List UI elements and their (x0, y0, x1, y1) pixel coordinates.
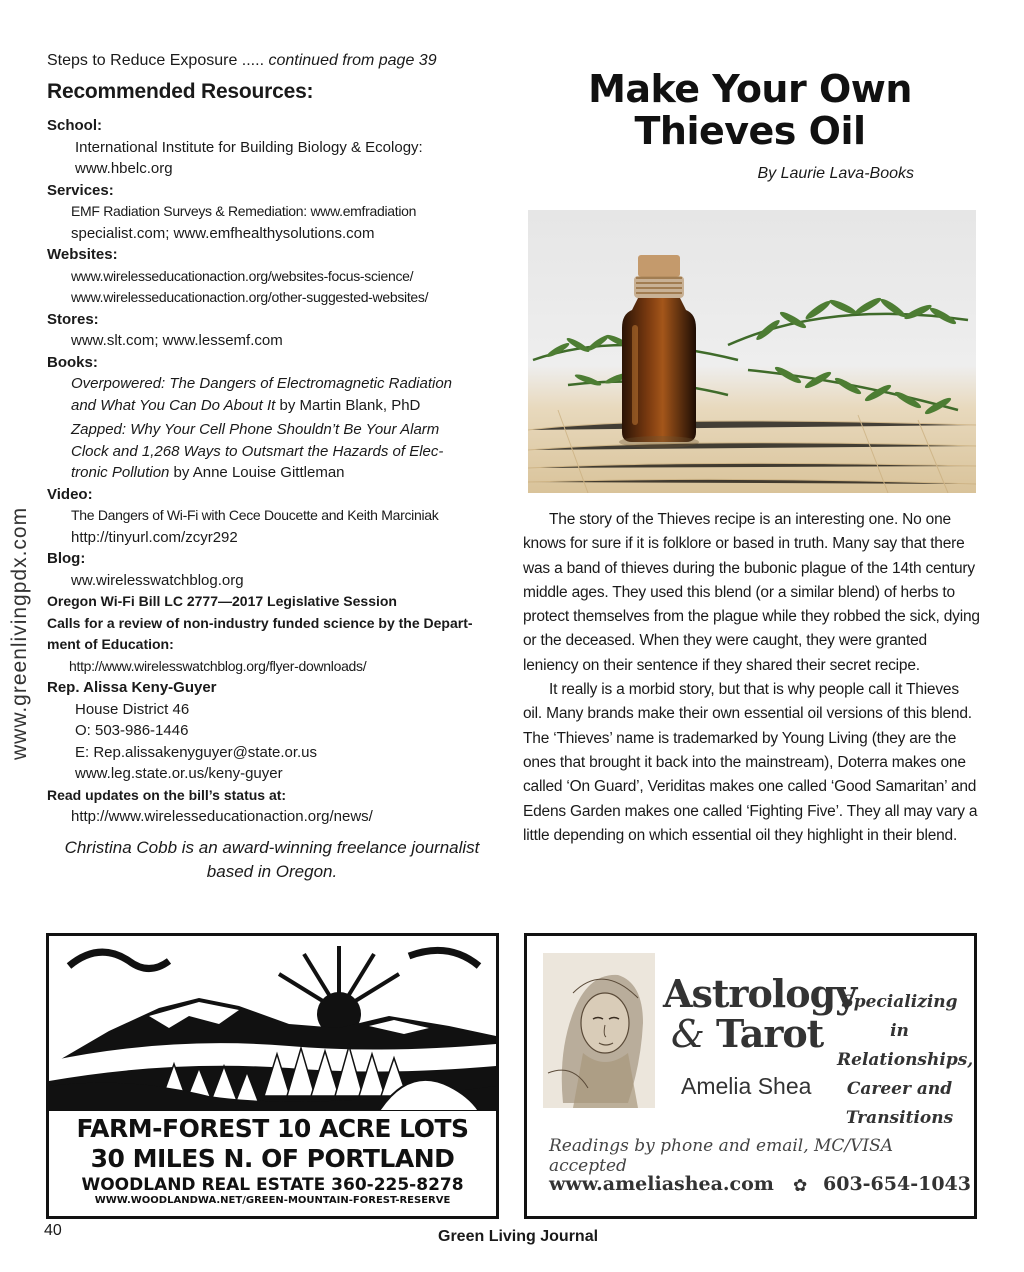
updates-link[interactable]: http://www.wirelesseducationaction.org/news/ (71, 808, 373, 825)
astro-ad-readings: Readings by phone and email, MC/VISA accepted (549, 1136, 894, 1176)
school-line: International Institute for Building Biology & Ecology: (75, 138, 423, 156)
farm-ad-line-2: 30 MILES N. OF PORTLAND (90, 1144, 455, 1173)
blog-link[interactable]: ww.wirelesswatchblog.org (71, 571, 244, 589)
astrology-tarot-ad[interactable] (524, 933, 977, 1219)
services-line: EMF Radiation Surveys & Remediation: www.emfradiation (71, 203, 417, 219)
video-title: The Dangers of Wi-Fi with Cece Doucette and Keith Marciniak (71, 507, 439, 523)
farm-ad-line-1: FARM-FOREST 10 ACRE LOTS (76, 1114, 469, 1143)
resources-title: Recommended Resources: (47, 79, 314, 103)
websites-heading: Websites: (47, 246, 118, 263)
services-heading: Services: (47, 181, 114, 199)
farm-ad-line-3: WOODLAND REAL ESTATE 360-225-8278 (81, 1175, 464, 1195)
farm-ad-line-4[interactable]: WWW.WOODLANDWA.NET/GREEN-MOUNTAIN-FOREST-RESERVE (94, 1195, 451, 1206)
rep-district: House District 46 (75, 700, 190, 718)
calls-heading-2: ment of Education: (47, 636, 174, 652)
school-heading: School: (47, 117, 102, 134)
article-paragraph-1: The story of the Thieves recipe is an interesting one. No one knows for sure if it is folklore or based in truth. Many say that there was a band of thieves during the bubonic plague of the 14th century middle ages. They used this blend (or a similar blend) of herbs to protect themselves from the plague while they robbed the sick, dying or the deceased. When they were caught, they were granted leniency on their sentence if they shared their secret recipe. (523, 511, 980, 674)
blog-heading: Blog: (47, 550, 86, 567)
calls-heading-1: Calls for a review of non-industry funded science by the Depart- (47, 614, 473, 631)
farm-forest-ad[interactable] (46, 933, 499, 1219)
calls-link[interactable]: http://www.wirelesswatchblog.org/flyer-downloads/ (69, 657, 367, 674)
astro-ad-name: Amelia Shea (681, 1073, 812, 1099)
school-link[interactable]: www.hbelc.org (75, 160, 173, 177)
resources-column (47, 50, 487, 884)
websites-link-2[interactable]: www.wirelesseducationaction.org/other-suggested-websites/ (71, 289, 429, 305)
author-bio: Christina Cobb is an award-winning freelance journalist based in Oregon. (64, 837, 480, 881)
updates-heading: Read updates on the bill’s status at: (47, 786, 287, 803)
rep-phone: O: 503-986-1446 (75, 722, 189, 739)
page-number: 40 (44, 1222, 62, 1239)
continued-from: continued from page 39 (268, 52, 437, 69)
article-body (523, 508, 980, 848)
book-1: Overpowered: The Dangers of Electromagnetic Radiation and What You Can Do About It by Martin Blank, PhD (71, 375, 453, 414)
article-paragraph-2: It really is a morbid story, but that is why people call it Thieves oil. Many brands make their own essential oil versions of this blend. The ‘Thieves’ name is trademarked by Young Living (they are the ones that brought it back into the mainstream), Doterra makes one called ‘On Guard’, Veriditas makes one called ‘Good Samaritan’ and Edens Garden makes one called ‘Fighting Five’. They all may vary a little depending on which essential oil they highlight in their blend. (523, 681, 978, 844)
flower-bullet-icon: ✿ (793, 1176, 808, 1195)
astro-ad-title: Astrology & Tarot (663, 971, 857, 1056)
portrait-sketch-illustration (543, 953, 655, 1108)
mountain-forest-illustration (49, 936, 496, 1111)
books-heading: Books: (47, 353, 98, 371)
stores-links[interactable]: www.slt.com; www.lessemf.com (71, 332, 283, 349)
video-heading: Video: (47, 485, 93, 503)
oil-bottle-photo (528, 210, 976, 493)
astro-ad-phone[interactable]: 603-654-1043 (823, 1173, 971, 1195)
site-url-vertical: www.greenlivingpdx.com (8, 506, 31, 760)
astro-ad-website[interactable]: www.ameliashea.com (549, 1173, 774, 1195)
astro-ad-specialties: Specializing in Relationships, Career and Transitions (837, 992, 974, 1128)
rep-heading: Rep. Alissa Keny-Guyer (47, 679, 217, 696)
rep-email[interactable]: E: Rep.alissakenyguyer@state.or.us (75, 743, 318, 761)
continued-line: Steps to Reduce Exposure ..... continued from page 39 (47, 52, 437, 69)
websites-link-1[interactable]: www.wirelesseducationaction.org/websites-focus-science/ (71, 267, 414, 284)
rep-website[interactable]: www.leg.state.or.us/keny-guyer (75, 765, 283, 782)
stores-heading: Stores: (47, 310, 99, 328)
book-2: Zapped: Why Your Cell Phone Shouldn’t Be Your Alarm Clock and 1,268 Ways to Outsmart the Hazards of Elec- tronic Pollution by Anne Louise Gittleman (71, 421, 444, 481)
video-link[interactable]: http://tinyurl.com/zcyr292 (71, 528, 238, 546)
journal-name: Green Living Journal (438, 1228, 599, 1245)
services-link[interactable]: specialist.com; www.emfhealthysolutions.com (71, 224, 375, 242)
article-byline: By Laurie Lava-Books (757, 165, 914, 182)
bill-heading: Oregon Wi-Fi Bill LC 2777—2017 Legislative Session (47, 593, 397, 609)
article-title: Make Your Own Thieves Oil (588, 67, 912, 153)
